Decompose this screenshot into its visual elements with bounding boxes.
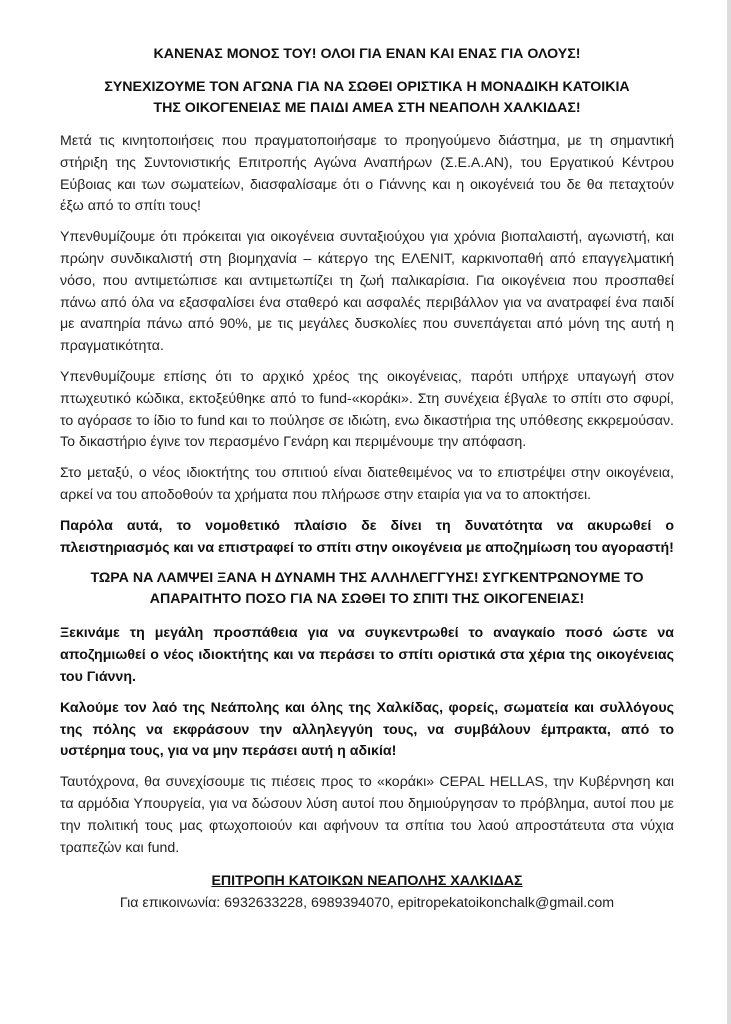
- headline-main: [60, 77, 674, 119]
- headline-main-line-2: ΤΗΣ ΟΙΚΟΓΕΝΕΙΑΣ ΜΕ ΠΑΙΔΙ ΑΜΕΑ ΣΤΗ ΝΕΑΠΟΛΗ ΧΑΛΚΙΔΑΣ!: [153, 100, 581, 116]
- phone-number-1[interactable]: 6932633228: [224, 895, 304, 912]
- headline-slogan: ΚΑΝΕΝΑΣ ΜΟΝΟΣ ΤΟΥ! ΟΛΟΙ ΓΙΑ ΕΝΑΝ ΚΑΙ ΕΝΑΣ ΓΙΑ ΟΛΟΥΣ!: [153, 46, 581, 62]
- paragraph-mobilizations: Μετά τις κινητοποιήσεις που πραγματοποιήσαμε το προηγούμενο διάστημα, με τη σημαντική στήριξη της Συντονιστικής Επιτροπής Αγώνα Αναπήρων (Σ.Ε.Α.ΑΝ), του Εργατικού Κέντρου Εύβοιας και των σωματείων, διασφαλίσαμε ότι ο Γιάννης και η οικογένειά του δε θα πεταχτούν έξω από το σπίτι τους!: [60, 133, 674, 215]
- email-address[interactable]: epitropekatoikonchalk@gmail.com: [397, 895, 615, 912]
- contact-label: Για επικοινωνία:: [119, 895, 221, 912]
- headline-solidarity-line-2: ΑΠΑΡΑΙΤΗΤΟ ΠΟΣΟ ΓΙΑ ΝΑ ΣΩΘΕΙ ΤΟ ΣΠΙΤΙ ΤΗΣ ΟΙΚΟΓΕΝΕΙΑΣ!: [149, 591, 585, 608]
- headline-solidarity-line-1: ΤΩΡΑ ΝΑ ΛΑΜΨΕΙ ΞΑΝΑ Η ΔΥΝΑΜΗ ΤΗΣ ΑΛΛΗΛΕΓΓΥΗΣ! ΣΥΓΚΕΝΤΡΩΝΟΥΜΕ ΤΟ: [90, 570, 644, 587]
- page-edge-shadow: [727, 0, 731, 1024]
- headline-solidarity: [60, 568, 674, 610]
- headline-main-line-1: ΣΥΝΕΧΙΖΟΥΜΕ ΤΟΝ ΑΓΩΝΑ ΓΙΑ ΝΑ ΣΩΘΕΙ ΟΡΙΣΤΙΚΑ Η ΜΟΝΑΔΙΚΗ ΚΑΤΟΙΚΙΑ: [104, 79, 630, 95]
- separator: ,: [303, 895, 311, 912]
- separator: ,: [389, 895, 398, 912]
- paragraph-family-background: Υπενθυμίζουμε ότι πρόκειται για οικογένεια συνταξιούχου για χρόνια βιοπαλαιστή, αγωνιστή, και πρώην συνδικαλιστή στη βιομηχανία – κάτεργο της ΕΛΕΝΙΤ, καρκινοπαθή από επαγγελματική νόσο, που αντιμετώπισε και αντιμετωπίζει τη ζωή παλικαρίσια. Για οικογένεια που προσπαθεί πάνω από όλα να εξασφαλίσει ένα σταθερό και ασφαλές περιβάλλον για να ανατραφεί ένα παιδί με αναπηρία πάνω από 90%, με τις μεγάλες δυσκολίες που συνεπάγεται από μόνη της αυτή η πραγματικότητα.: [60, 229, 674, 355]
- document-page: [60, 44, 674, 914]
- paragraph-pressure: Ταυτόχρονα, θα συνεχίσουμε τις πιέσεις προς το «κοράκι» CEPAL HELLAS, την Κυβέρνηση και τα αρμόδια Υπουργεία, για να δώσουν λύση αυτοί που δημιούργησαν το πρόβλημα, αυτοί που με την πολιτική τους μας φτωχοποιούν και αφήνουν τα σπίτια του λαού απροστάτευτα στα νύχια τραπεζών και fund.: [60, 774, 674, 856]
- phone-number-2[interactable]: 6989394070: [310, 895, 390, 912]
- signature-block: [60, 871, 674, 914]
- paragraph-fundraising: Ξεκινάμε τη μεγάλη προσπάθεια για να συγκεντρωθεί το αναγκαίο ποσό ώστε να αποζημιωθεί ο νέος ιδιοκτήτης και να περάσει το σπίτι οριστικά στα χέρια της οικογένειας του Γιάννη.: [60, 625, 674, 685]
- paragraph-new-owner: Στο μεταξύ, ο νέος ιδιοκτήτης του σπιτιού είναι διατεθειμένος να το επιστρέψει στην οικογένεια, αρκεί να του αποδοθούν τα χρήματα που πλήρωσε στην εταιρία για να το αποκτήσει.: [60, 465, 674, 503]
- paragraph-debt-history: Υπενθυμίζουμε επίσης ότι το αρχικό χρέος της οικογένειας, παρότι υπήρχε υπαγωγή στον πτωχευτικό κώδικα, εκτοξεύθηκε από το fund-«κοράκι». Στη συνέχεια έβγαλε το σπίτι στο σφυρί, το αγόρασε το ίδιο το fund και το πούλησε σε ιδιώτη, ενω δικαστήρια της υπόθεσης εκκρεμούσαν. Το δικαστήριο έγινε τον περασμένο Γενάρη και περιμένουμε την απόφαση.: [60, 368, 674, 451]
- paragraph-legal-framework: Παρόλα αυτά, το νομοθετικό πλαίσιο δε δίνει τη δυνατότητα να ακυρωθεί ο πλειστηριασμός και να επιστραφεί το σπίτι στην οικογένεια με αποζημίωση του αγοραστή!: [60, 517, 674, 556]
- paragraph-call-to-action: Καλούμε τον λαό της Νεάπολης και όλης της Χαλκίδας, φορείς, σωματεία και συλλόγους της πόλης να εκφράσουν την αλληλεγγύη τους, να συμβάλουν έμπρακτα, από το υστέρημα τους, για να μην περάσει αυτή η αδικία!: [60, 699, 674, 760]
- contact-line: [60, 892, 674, 914]
- organization-name: ΕΠΙΤΡΟΠΗ ΚΑΤΟΙΚΩΝ ΝΕΑΠΟΛΗΣ ΧΑΛΚΙΔΑΣ: [211, 873, 523, 890]
